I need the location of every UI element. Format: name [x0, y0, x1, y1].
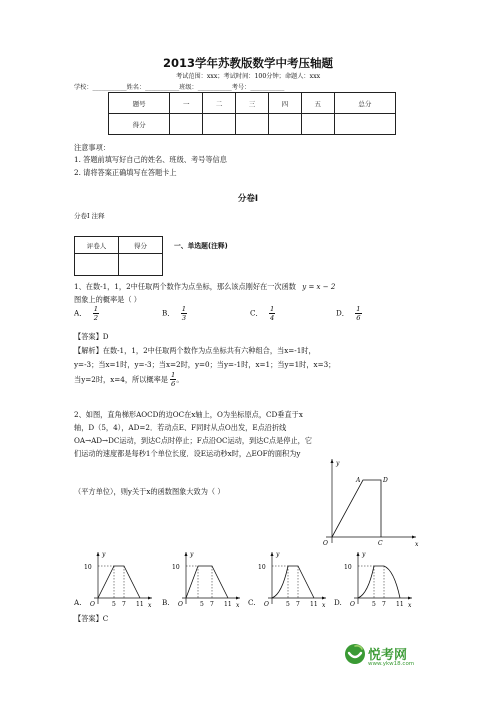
x-axis-arrow	[412, 536, 416, 539]
fraction-numerator: 1	[93, 305, 99, 313]
notes-title: 注意事项：	[74, 143, 110, 152]
graph-tick-7: 7	[382, 601, 386, 608]
graph-label-o: O	[350, 601, 355, 608]
graph-tick-11: 11	[224, 601, 232, 608]
q2-stem-line: OA→AD→DC运动，到达C点时停止；F点沿OC运动，到达C点是停止，它	[74, 436, 313, 445]
choice-label: A.	[74, 598, 82, 607]
graph-label-y: y	[102, 551, 106, 558]
score-header-cell: 一	[170, 93, 203, 114]
graph-tick-5: 5	[200, 601, 204, 608]
fraction-denominator: 6	[171, 380, 176, 388]
grader-score-cell[interactable]	[119, 254, 163, 276]
graph-tick-11: 11	[396, 601, 404, 608]
fraction-denominator: 4	[269, 314, 275, 322]
graph-tick-11: 11	[136, 601, 144, 608]
q1-analysis-end: 。	[176, 375, 184, 384]
choice-graph-a[interactable]	[74, 548, 154, 614]
option-label: C．	[250, 308, 263, 318]
watermark-brand: 悦考网	[368, 648, 408, 663]
fraction-denominator: 2	[93, 314, 99, 322]
q2-stem-line: 轴，D（5，4），AD=2．若动点E、F同时从点O出发，E点沿折线	[74, 423, 287, 432]
section-heading: 一、单选题(注释)	[174, 242, 228, 250]
grader-cell[interactable]	[75, 254, 119, 276]
graph-label-x: x	[322, 602, 326, 609]
choice-graph-c[interactable]	[248, 548, 328, 614]
graph-label-x: x	[408, 602, 412, 609]
graph-tick-11: 11	[310, 601, 318, 608]
graph-c-svg	[248, 548, 328, 610]
score-cell[interactable]	[203, 114, 236, 135]
grader-label: 评卷人	[75, 237, 119, 254]
option-fraction	[355, 305, 361, 322]
graph-curve	[98, 566, 140, 598]
fraction-numerator: 1	[171, 371, 176, 379]
score-header-cell: 题号	[109, 93, 170, 114]
option-label: B．	[162, 308, 175, 318]
fig-label-a: A	[356, 477, 361, 484]
graph-curve	[272, 566, 314, 598]
q1-option-d[interactable]	[336, 305, 362, 322]
q1-option-c[interactable]	[250, 305, 275, 322]
trapezoid-shape	[332, 480, 381, 537]
graph-tick-7: 7	[296, 601, 300, 608]
y-axis-arrow	[97, 552, 100, 556]
score-header-cell: 二	[203, 93, 236, 114]
q1-function: y = x − 2	[302, 283, 336, 291]
exam-meta: 考试范围：xxx；考试时间：100分钟；命题人：xxx	[175, 73, 321, 80]
q2-stem-line: 2、如图，直角梯形AOCD的边OC在x轴上，O为坐标原点，CD垂直于x	[74, 410, 303, 419]
graph-d-svg	[334, 548, 414, 610]
section-title: 分卷I	[237, 194, 259, 204]
choice-graph-d[interactable]	[334, 548, 414, 614]
option-label: D．	[336, 308, 349, 318]
page-title: 2013学年苏教版数学中考压轴题	[162, 56, 333, 70]
trapezoid-figure	[312, 455, 422, 547]
y-axis-arrow	[185, 552, 188, 556]
q1-stem-2: 图象上的概率是（ ）	[74, 295, 141, 304]
note-item: 2. 请将答案正确填写在答题卡上	[74, 168, 177, 177]
q2-answer: 【答案】C	[74, 614, 109, 623]
graph-label-10: 10	[84, 564, 92, 571]
score-cell[interactable]	[301, 114, 334, 135]
graph-tick-5: 5	[112, 601, 116, 608]
graph-curve	[358, 566, 400, 598]
graph-label-10: 10	[344, 564, 352, 571]
option-fraction	[181, 305, 187, 322]
score-header-cell: 四	[268, 93, 301, 114]
q1-option-a[interactable]	[74, 305, 99, 322]
y-axis-arrow	[271, 552, 274, 556]
graph-label-10: 10	[172, 564, 180, 571]
student-fields: 学校：___________姓名：___________班级：___________考号：___________	[74, 84, 285, 91]
graph-label-y: y	[276, 551, 280, 558]
q2-stem-line: （平方单位），则y关于x的函数图象大致为（ ）	[74, 487, 225, 496]
graph-b-svg	[162, 548, 242, 610]
x-axis-arrow	[408, 597, 412, 600]
q1-analysis-last	[74, 371, 184, 388]
choice-graph-b[interactable]	[162, 548, 242, 614]
graph-tick-5: 5	[286, 601, 290, 608]
q1-stem-text: 1、在数-1，1，2中任取两个数作为点坐标，那么该点刚好在一次函数	[74, 282, 296, 291]
fig-label-d: D	[383, 477, 388, 484]
choice-label: C.	[248, 598, 256, 607]
graph-a-svg	[74, 548, 154, 610]
graph-label-o: O	[264, 601, 269, 608]
fraction-numerator: 1	[356, 305, 361, 313]
score-input-row	[109, 114, 396, 135]
fig-label-c: C	[378, 540, 383, 547]
score-cell[interactable]	[334, 114, 395, 135]
choice-label: B.	[162, 598, 170, 607]
graph-label-x: x	[236, 602, 240, 609]
graph-tick-7: 7	[210, 601, 214, 608]
score-cell[interactable]	[236, 114, 269, 135]
x-axis-arrow	[148, 597, 152, 600]
smile-logo-icon	[344, 643, 366, 665]
graph-curve	[186, 566, 228, 598]
x-axis-arrow	[322, 597, 326, 600]
q1-analysis-line: 【解析】在数-1，1，2中任取两个数作为点坐标共有六种组合，当x=-1时，	[74, 346, 316, 355]
choice-label: D.	[334, 598, 342, 607]
note-item: 1. 答题前填写好自己的姓名、班级、考号等信息	[74, 155, 227, 164]
grader-score-label: 得分	[119, 237, 163, 254]
option-label: A．	[74, 308, 87, 318]
option-fraction	[93, 305, 99, 322]
section-note: 分卷I 注释	[74, 212, 105, 220]
q1-answer: 【答案】D	[74, 332, 109, 341]
score-cell[interactable]	[170, 114, 203, 135]
score-header-cell: 总分	[334, 93, 395, 114]
score-header-cell: 五	[301, 93, 334, 114]
score-table	[108, 92, 396, 135]
fraction-denominator: 6	[356, 314, 361, 322]
score-cell[interactable]	[268, 114, 301, 135]
score-header-row	[109, 93, 396, 114]
q1-analysis-line: y=-3；当x=1时，y=-3；当x=2时，y=0；当y=-1时，x=1；当y=1时，x=3；	[74, 360, 336, 369]
fraction-numerator: 1	[181, 305, 187, 313]
watermark-url: www.ykw18.com	[368, 661, 415, 667]
fraction-numerator: 1	[269, 305, 275, 313]
fig-label-o: O	[323, 540, 328, 547]
score-row-label: 得分	[109, 114, 170, 135]
graph-tick-5: 5	[372, 601, 376, 608]
grader-table	[74, 236, 163, 276]
graph-label-10: 10	[258, 564, 266, 571]
option-fraction	[269, 305, 275, 322]
q2-stem-line: 们运动的速度都是每秒1个单位长度．设E运动秒x时，△EOF的面积为y	[74, 449, 301, 458]
fig-label-y: y	[336, 460, 340, 467]
graph-label-o: O	[90, 601, 95, 608]
graph-label-y: y	[190, 551, 194, 558]
fig-label-x: x	[415, 541, 419, 547]
q1-analysis-text: 当y=2时，x=4，所以概率是	[74, 375, 168, 384]
graph-label-o: O	[178, 601, 183, 608]
q1-option-b[interactable]	[162, 305, 187, 322]
y-axis-arrow	[357, 552, 360, 556]
watermark-logo	[344, 640, 414, 674]
q1-stem	[74, 280, 335, 294]
y-axis-arrow	[331, 459, 334, 463]
graph-label-x: x	[148, 602, 152, 609]
x-axis-arrow	[236, 597, 240, 600]
fraction-denominator: 3	[181, 314, 187, 322]
graph-tick-7: 7	[122, 601, 126, 608]
score-header-cell: 三	[236, 93, 269, 114]
graph-label-y: y	[362, 551, 366, 558]
